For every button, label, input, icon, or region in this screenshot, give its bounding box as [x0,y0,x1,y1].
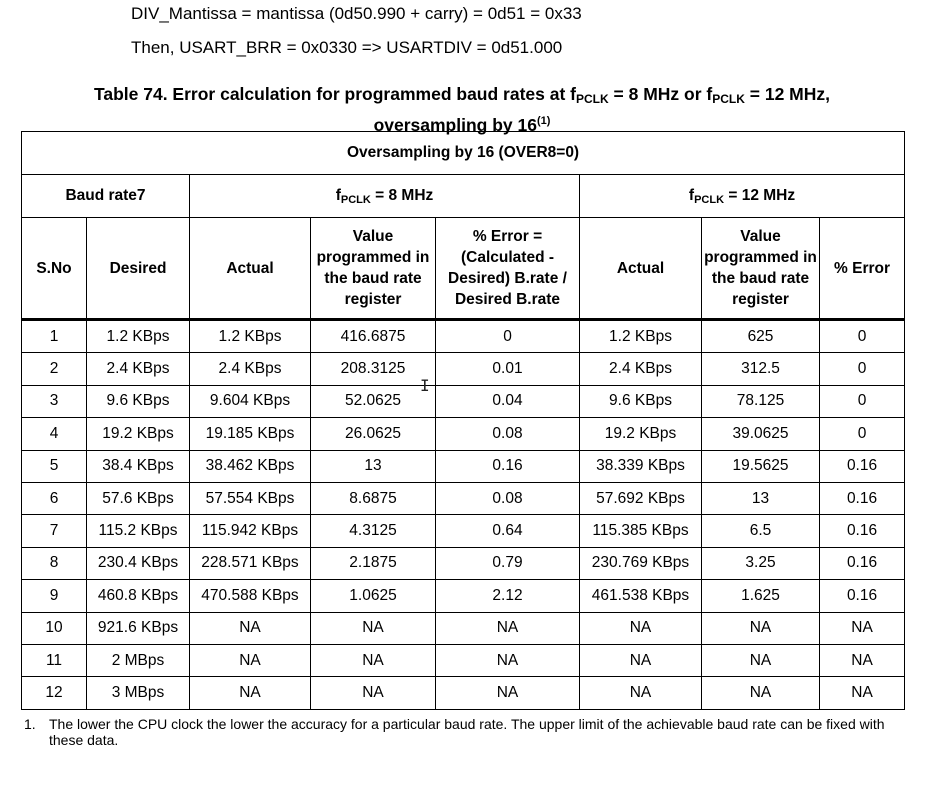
cell-error-12mhz: 0.16 [820,515,905,547]
cell-actual-12mhz: 115.385 KBps [580,515,702,547]
caption-text-a: Table 74. Error calculation for programmed baud rates at f [93,84,576,104]
cell-error-8mhz: 2.12 [436,580,580,612]
fpclk-12-rest: = 12 MHz [724,186,796,204]
cell-error-8mhz: NA [436,644,580,676]
formula-usart-brr: Then, USART_BRR = 0x0330 => USARTDIV = 0d51.000 [131,38,563,57]
caption-text-d: oversampling by 16 [373,115,537,135]
cell-sno: 6 [22,482,87,514]
cell-error-8mhz: 0.08 [436,482,580,514]
cell-sno: 8 [22,547,87,579]
caption-sub-a: PCLK [576,92,609,106]
cell-sno: 10 [22,612,87,644]
cell-value-8mhz: NA [311,612,436,644]
cell-error-12mhz: NA [820,612,905,644]
cell-actual-12mhz: 1.2 KBps [580,320,702,353]
cell-actual-8mhz: NA [190,677,311,709]
cell-actual-8mhz: 228.571 KBps [190,547,311,579]
cell-sno: 7 [22,515,87,547]
cell-desired: 9.6 KBps [87,385,190,417]
header-error-8mhz: % Error = (Calculated - Desired) B.rate / Desired B.rate [436,218,580,320]
table-row [22,482,905,514]
cell-value-8mhz: 8.6875 [311,482,436,514]
cell-error-12mhz: 0 [820,385,905,417]
caption-text-c: = 12 MHz, [744,84,831,104]
cell-desired: 57.6 KBps [87,482,190,514]
fpclk-12-sub: PCLK [694,193,725,206]
cell-value-8mhz: NA [311,644,436,676]
header-value-8mhz: Value programmed in the baud rate register [311,218,436,320]
header-desired: Desired [87,218,190,320]
cell-actual-8mhz: 2.4 KBps [190,353,311,385]
cell-value-12mhz: NA [702,677,820,709]
header-actual-8mhz: Actual [190,218,311,320]
header-actual-12mhz: Actual [580,218,702,320]
cell-error-8mhz: 0.64 [436,515,580,547]
table-row [22,418,905,450]
cell-actual-12mhz: NA [580,644,702,676]
footnote-text: The lower the CPU clock the lower the accuracy for a particular baud rate. The upper limit of the achievable baud rate can be fixed with these data. [49,716,885,748]
cell-value-12mhz: NA [702,612,820,644]
cell-value-8mhz: 4.3125 [311,515,436,547]
cell-desired: 2 MBps [87,644,190,676]
cell-actual-8mhz: NA [190,612,311,644]
cell-error-8mhz: 0.79 [436,547,580,579]
header-sno: S.No [22,218,87,320]
text-cursor-icon: I [420,376,430,395]
group-header-fpclk-8mhz [190,175,580,218]
cell-value-8mhz: 208.3125 [311,353,436,385]
cell-sno: 2 [22,353,87,385]
cell-desired: 460.8 KBps [87,580,190,612]
cell-actual-8mhz: 470.588 KBps [190,580,311,612]
cell-actual-12mhz: 57.692 KBps [580,482,702,514]
cell-value-8mhz: 416.6875 [311,320,436,353]
cell-actual-8mhz: 1.2 KBps [190,320,311,353]
cell-error-12mhz: 0.16 [820,547,905,579]
fpclk-8-sub: PCLK [340,193,371,206]
footnote-number: 1. [24,716,36,732]
cell-actual-12mhz: 461.538 KBps [580,580,702,612]
cell-error-12mhz: NA [820,644,905,676]
cell-actual-8mhz: 115.942 KBps [190,515,311,547]
cell-actual-12mhz: 2.4 KBps [580,353,702,385]
cell-error-8mhz: 0.01 [436,353,580,385]
cell-error-12mhz: 0.16 [820,482,905,514]
table-row [22,612,905,644]
baud-rate-error-table [21,131,905,710]
cell-desired: 230.4 KBps [87,547,190,579]
group-header-fpclk-12mhz [580,175,905,218]
cell-actual-12mhz: NA [580,677,702,709]
fpclk-8-f: f [335,186,341,204]
cell-error-8mhz: 0.04 [436,385,580,417]
formula-div-mantissa: DIV_Mantissa = mantissa (0d50.990 + carry) = 0d51 = 0x33 [131,4,582,23]
cell-actual-12mhz: 9.6 KBps [580,385,702,417]
cell-error-8mhz: 0.08 [436,418,580,450]
cell-desired: 38.4 KBps [87,450,190,482]
table-body [22,320,905,710]
cell-error-12mhz: 0.16 [820,450,905,482]
caption-sub-b: PCLK [712,92,745,106]
table-row [22,320,905,353]
cell-desired: 19.2 KBps [87,418,190,450]
cell-sno: 5 [22,450,87,482]
cell-error-8mhz: 0 [436,320,580,353]
caption-text-b: = 8 MHz or f [608,84,713,104]
caption-line-1 [0,83,924,110]
cell-value-12mhz: 19.5625 [702,450,820,482]
cell-error-12mhz: 0 [820,320,905,353]
table-row [22,353,905,385]
cell-desired: 115.2 KBps [87,515,190,547]
cell-value-12mhz: 39.0625 [702,418,820,450]
cell-actual-12mhz: 19.2 KBps [580,418,702,450]
cell-error-8mhz: NA [436,677,580,709]
cell-sno: 11 [22,644,87,676]
cell-error-12mhz: 0 [820,353,905,385]
table-row [22,677,905,709]
cell-value-8mhz: NA [311,677,436,709]
cell-actual-8mhz: 57.554 KBps [190,482,311,514]
cell-value-8mhz: 1.0625 [311,580,436,612]
cell-error-12mhz: 0.16 [820,580,905,612]
cell-value-8mhz: 13 [311,450,436,482]
cell-actual-12mhz: 230.769 KBps [580,547,702,579]
caption-footnote-ref: (1) [536,115,551,127]
cell-actual-12mhz: 38.339 KBps [580,450,702,482]
table-row [22,580,905,612]
table-row [22,644,905,676]
cell-actual-8mhz: 19.185 KBps [190,418,311,450]
cell-value-8mhz: 26.0625 [311,418,436,450]
cell-sno: 4 [22,418,87,450]
cell-desired: 1.2 KBps [87,320,190,353]
cell-actual-8mhz: 38.462 KBps [190,450,311,482]
cell-value-12mhz: 312.5 [702,353,820,385]
cell-actual-8mhz: 9.604 KBps [190,385,311,417]
cell-value-12mhz: 78.125 [702,385,820,417]
cell-error-12mhz: NA [820,677,905,709]
table-row [22,515,905,547]
cell-actual-12mhz: NA [580,612,702,644]
header-value-12mhz: Value programmed in the baud rate register [702,218,820,320]
header-error-12mhz: % Error [820,218,905,320]
cell-desired: 3 MBps [87,677,190,709]
cell-value-12mhz: 3.25 [702,547,820,579]
footnote [24,716,894,748]
table-row [22,547,905,579]
cell-value-12mhz: 13 [702,482,820,514]
cell-sno: 9 [22,580,87,612]
cell-desired: 2.4 KBps [87,353,190,385]
table-caption [0,83,924,136]
cell-error-8mhz: 0.16 [436,450,580,482]
fpclk-12-f: f [688,186,695,204]
cell-value-8mhz: 2.1875 [311,547,436,579]
cell-value-12mhz: NA [702,644,820,676]
cell-sno: 12 [22,677,87,709]
cell-sno: 1 [22,320,87,353]
cell-value-12mhz: 625 [702,320,820,353]
cell-error-8mhz: NA [436,612,580,644]
cell-desired: 921.6 KBps [87,612,190,644]
cell-sno: 3 [22,385,87,417]
table-row [22,385,905,417]
table-row [22,450,905,482]
fpclk-8-rest: = 8 MHz [370,186,434,204]
cell-value-8mhz: 52.0625 [311,385,436,417]
cell-error-12mhz: 0 [820,418,905,450]
cell-actual-8mhz: NA [190,644,311,676]
table-title: Oversampling by 16 (OVER8=0) [22,132,905,175]
cell-value-12mhz: 1.625 [702,580,820,612]
cell-value-12mhz: 6.5 [702,515,820,547]
group-header-baud-rate: Baud rate7 [22,175,190,218]
